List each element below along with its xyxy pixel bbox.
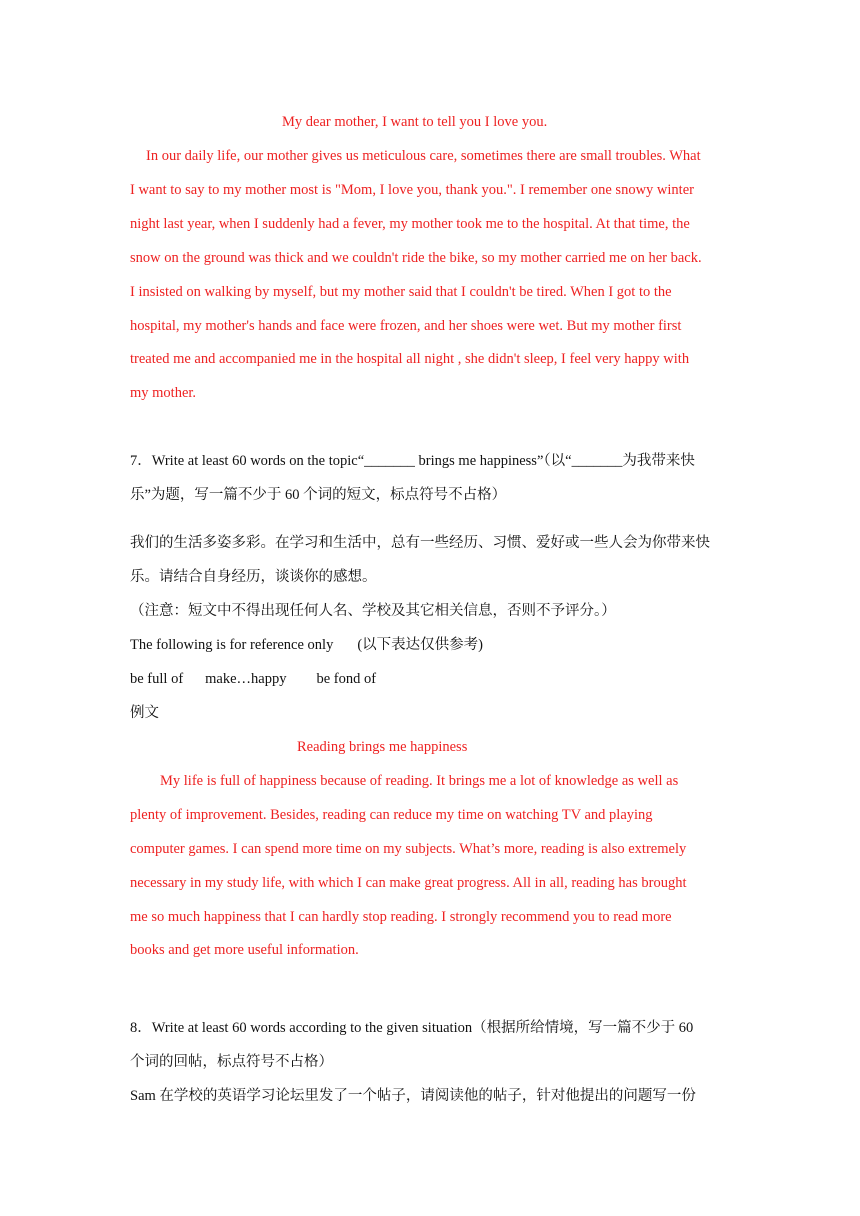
- q8-prompt-cont: 个词的回帖，标点符号不占格）: [130, 1054, 333, 1070]
- phrase: make…happy: [205, 671, 287, 687]
- sample-line: computer games. I can spend more time on my subjects. What’s more, reading is also extremely: [130, 841, 687, 857]
- q7-prompt-cont: 乐”为题，写一篇不少于 60 个词的短文，标点符号不占格）: [130, 487, 507, 503]
- essay1-line: night last year, when I suddenly had a fever, my mother took me to the hospital. At that time, the: [130, 216, 690, 232]
- sample-line: plenty of improvement. Besides, reading can reduce my time on watching TV and playing: [130, 807, 653, 823]
- essay1-line: In our daily life, our mother gives us meticulous care, sometimes there are small troubles. What: [146, 148, 701, 164]
- sample-line: necessary in my study life, with which I can make great progress. All in all, reading has brought: [130, 875, 687, 891]
- essay1-line: I insisted on walking by myself, but my mother said that I couldn't be tired. When I got to the: [130, 284, 672, 300]
- essay1-line: treated me and accompanied me in the hospital all night , she didn't sleep, I feel very happy with: [130, 351, 690, 367]
- q7-intro-cont: 乐。请结合自身经历，谈谈你的感想。: [130, 569, 377, 585]
- reference-line: [130, 635, 483, 655]
- sample-line: My life is full of happiness because of reading. It brings me a lot of knowledge as well as: [160, 773, 679, 789]
- sample-line: books and get more useful information.: [130, 942, 359, 958]
- essay1-line: hospital, my mother's hands and face were frozen, and her shoes were wet. But my mother first: [130, 318, 682, 334]
- q8-prompt: 8．Write at least 60 words according to the given situation（根据所给情境，写一篇不少于 60: [130, 1020, 694, 1036]
- essay1-line: I want to say to my mother most is "Mom, I love you, thank you.". I remember one snowy winter: [130, 182, 694, 198]
- essay1-title: My dear mother, I want to tell you I love you.: [282, 114, 548, 130]
- phrase: be fond of: [316, 671, 377, 687]
- q7-note: （注意：短文中不得出现任何人名、学校及其它相关信息，否则不予评分。）: [130, 603, 616, 619]
- sample-label: 例文: [130, 705, 159, 721]
- essay1-line: snow on the ground was thick and we couldn't ride the bike, so my mother carried me on her back.: [130, 250, 702, 266]
- phrase: be full of: [130, 671, 184, 687]
- q8-intro: Sam 在学校的英语学习论坛里发了一个帖子，请阅读他的帖子，针对他提出的问题写一份: [130, 1088, 696, 1104]
- reference-cn: (以下表达仅供参考): [357, 637, 483, 653]
- sample-title: Reading brings me happiness: [297, 739, 468, 755]
- phrases-line: [130, 669, 376, 689]
- essay1-line: my mother.: [130, 385, 197, 401]
- sample-line: me so much happiness that I can hardly stop reading. I strongly recommend you to read more: [130, 909, 672, 925]
- reference-label: The following is for reference only: [130, 637, 334, 653]
- q7-intro: 我们的生活多姿多彩。在学习和生活中，总有一些经历、习惯、爱好或一些人会为你带来快: [130, 535, 710, 551]
- q7-prompt: 7．Write at least 60 words on the topic“_______ brings me happiness”（以“_______为我带来快: [130, 453, 695, 469]
